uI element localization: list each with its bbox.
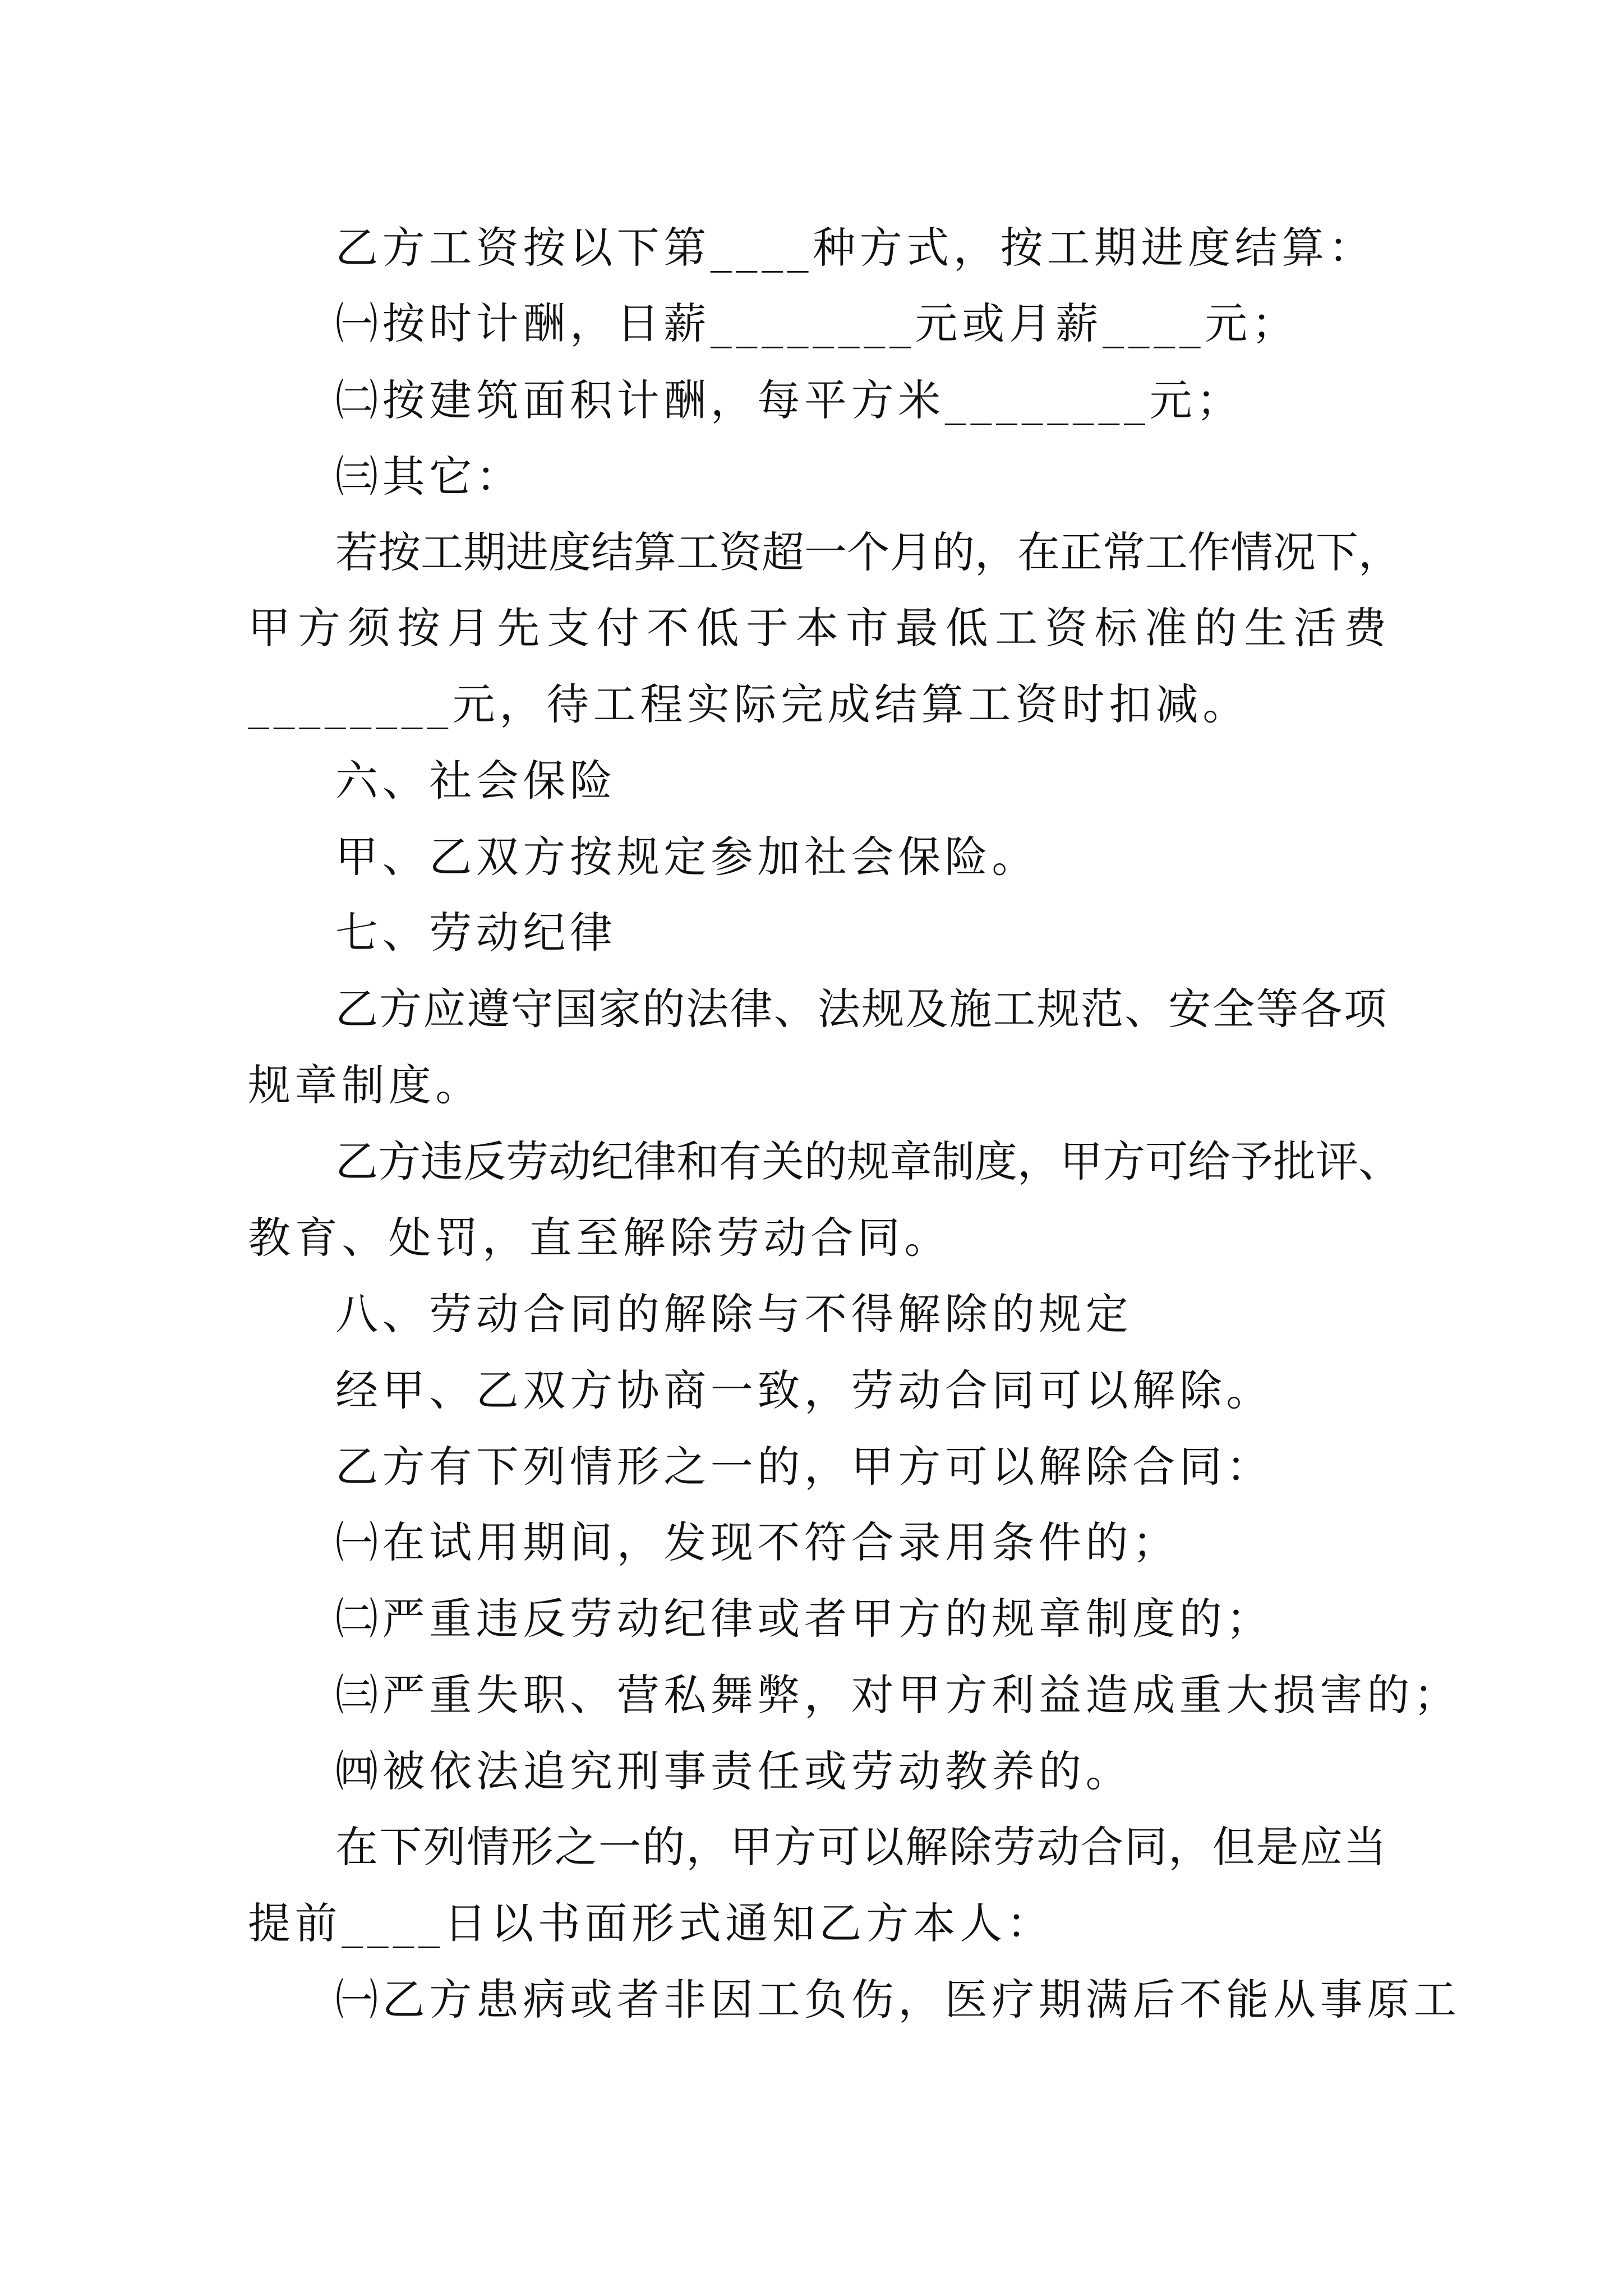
paragraph-line: 甲方须按月先支付不低于本市最低工资标准的生活费 — [248, 603, 1386, 653]
other-pay-option: ㈢其它： — [335, 452, 523, 501]
list-item: ㈣被依法追究刑事责任或劳动教养的。 — [335, 1746, 1133, 1796]
paragraph-line: 乙方有下列情形之一的，甲方可以解除合同： — [335, 1442, 1273, 1492]
list-item: ㈢严重失职、营私舞弊，对甲方利益造成重大损害的； — [335, 1670, 1461, 1720]
paragraph-line: 教育、处罚，直至解除劳动合同。 — [248, 1213, 951, 1263]
section-heading-social-insurance: 六、社会保险 — [335, 756, 617, 806]
paragraph-line: 甲、乙双方按规定参加社会保险。 — [335, 832, 1039, 882]
paragraph-line: 提前____日以书面形式通知乙方本人： — [248, 1898, 1054, 1948]
list-item: ㈠在试用期间，发现不符合录用条件的； — [335, 1517, 1179, 1567]
paragraph-line: 在下列情形之一的，甲方可以解除劳动合同，但是应当 — [335, 1822, 1386, 1872]
paragraph-line: 规章制度。 — [248, 1060, 482, 1110]
section-heading-labor-discipline: 七、劳动纪律 — [335, 908, 617, 958]
wage-method-line: 乙方工资按以下第____种方式，按工期进度结算： — [335, 223, 1376, 273]
list-item: ㈠乙方患病或者非因工负伤，医疗期满后不能从事原工 — [335, 1975, 1461, 2024]
paragraph-line: 若按工期进度结算工资超一个月的，在正常工作情况下， — [335, 527, 1401, 577]
hourly-pay-option: ㈠按时计酬，日薪________元或月薪____元； — [335, 298, 1299, 348]
paragraph-line: 乙方违反劳动纪律和有关的规章制度，甲方可给予批评、 — [335, 1137, 1401, 1186]
area-pay-option: ㈡按建筑面积计酬，每平方米________元； — [335, 375, 1243, 425]
paragraph-line: 乙方应遵守国家的法律、法规及施工规范、安全等各项 — [335, 984, 1386, 1034]
paragraph-line: 经甲、乙双方协商一致，劳动合同可以解除。 — [335, 1365, 1273, 1415]
list-item: ㈡严重违反劳动纪律或者甲方的规章制度的； — [335, 1594, 1273, 1644]
paragraph-line: ________元，待工程实际完成结算工资时扣减。 — [248, 679, 1249, 729]
section-heading-contract-termination: 八、劳动合同的解除与不得解除的规定 — [335, 1289, 1133, 1339]
